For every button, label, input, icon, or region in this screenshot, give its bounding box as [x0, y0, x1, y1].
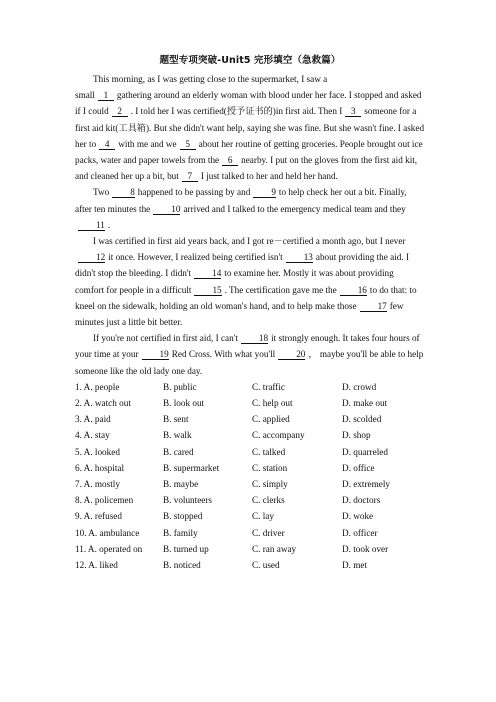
option-choice-c: C. used	[252, 560, 280, 571]
option-row	[75, 411, 425, 427]
option-row	[75, 460, 425, 476]
option-choice-d: D. met	[342, 560, 368, 571]
option-choice-b: B. cared	[163, 446, 194, 457]
option-choice-c: C. traffic	[252, 381, 285, 392]
option-choice-b: B. sent	[163, 414, 189, 425]
option-choice-d: D. took over	[342, 543, 389, 554]
passage-text: to examine her. Mostly it was about providing comfort for people in a difficult	[75, 268, 394, 295]
option-row	[75, 557, 425, 573]
passage-text: ， maybe you'll be able to help someone like the old lady one day.	[75, 349, 424, 376]
option-choice-d: D. woke	[342, 511, 374, 522]
passage-text: gathering around an elderly woman with blood under her face. I stopped and asked if I could	[75, 90, 422, 117]
cloze-blank: 18	[241, 333, 268, 344]
option-choice-a: 7. A. mostly	[75, 479, 120, 490]
option-choice-b: B. supermarket	[163, 462, 220, 473]
option-choice-a: 11. A. operated on	[75, 543, 143, 554]
option-choice-c: C. driver	[252, 527, 285, 538]
cloze-passage	[75, 71, 425, 379]
passage-text: with me and we	[118, 138, 177, 149]
passage-text: small	[75, 90, 95, 101]
option-choice-d: D. make out	[342, 398, 388, 409]
option-choice-b: B. volunteers	[163, 495, 212, 506]
option-choice-c: C. station	[252, 462, 288, 473]
passage-text: it strongly enough. It takes four hours of your time at your	[75, 333, 420, 360]
passage-text: to do that: to kneel on the sidewalk, holding an old woman's hand, and to help make those	[75, 284, 417, 311]
passage-text: happened to be passing by and	[137, 187, 251, 198]
option-choice-c: C. accompany	[252, 430, 305, 441]
cloze-blank: 8	[112, 187, 135, 198]
option-choice-b: B. look out	[163, 398, 205, 409]
cloze-blank: 4	[99, 139, 115, 150]
option-choice-c: C. simply	[252, 479, 288, 490]
passage-paragraph	[75, 233, 425, 330]
option-choice-a: 6. A. hospital	[75, 462, 125, 473]
option-choice-d: D. quarreled	[342, 446, 388, 457]
option-choice-a: 4. A. stay	[75, 430, 110, 441]
passage-text: about her routine of getting groceries. People brought out ice packs, water and paper towels from the	[75, 138, 423, 166]
option-choice-d: D. shop	[342, 430, 371, 441]
passage-paragraph	[75, 184, 425, 233]
option-choice-c: C. ran away	[252, 543, 297, 554]
option-row	[75, 508, 425, 524]
option-choice-c: C. help out	[252, 398, 293, 409]
option-row	[75, 541, 425, 557]
passage-text: .	[107, 219, 111, 230]
option-choice-b: B. stopped	[163, 511, 203, 522]
option-choice-c: C. clerks	[252, 495, 285, 506]
option-choice-c: C. talked	[252, 446, 286, 457]
passage-text: nearby. I put on the gloves from the first aid kit, and cleaned her up a bit, but	[75, 155, 418, 182]
cloze-blank: 9	[253, 187, 276, 198]
option-row	[75, 476, 425, 492]
cloze-blank: 10	[153, 204, 180, 215]
option-choice-b: B. public	[163, 381, 197, 392]
cloze-blank: 14	[194, 268, 221, 279]
option-choice-a: 10. A. ambulance	[75, 527, 140, 538]
option-choice-a: 1. A. people	[75, 381, 120, 392]
cloze-blank: 7	[182, 171, 198, 182]
option-choice-a: 3. A. paid	[75, 414, 111, 425]
option-choice-a: 8. A. policemen	[75, 495, 134, 506]
passage-text: few minutes just a little bit better.	[75, 300, 404, 328]
cloze-blank: 2	[112, 106, 128, 117]
option-choice-d: D. officer	[342, 527, 378, 538]
worksheet-page	[75, 52, 425, 573]
cloze-blank: 13	[286, 252, 313, 263]
passage-text: arrived and I talked to the emergency medical team and they	[183, 203, 406, 214]
cloze-blank: 19	[142, 349, 169, 360]
option-choice-a: 9. A. refused	[75, 511, 122, 522]
option-choice-d: D. office	[342, 462, 375, 473]
passage-text: it once. However, I realized being certified isn't	[108, 252, 283, 263]
option-choice-c: C. lay	[252, 511, 274, 522]
cloze-blank: 6	[222, 155, 238, 166]
option-choice-b: B. noticed	[163, 560, 201, 571]
passage-text: someone for a first aid kit(工具箱). But she didn't want help, saying she was fine. But she wasn't fine. I asked her to	[75, 106, 425, 149]
passage-text: . I told her I was certified(授予证书的)in first aid. Then I	[130, 106, 343, 117]
passage-paragraph	[75, 330, 425, 379]
option-row	[75, 492, 425, 508]
option-row	[75, 379, 425, 395]
passage-text: This morning, as I was getting close to the supermarket, I saw a	[93, 74, 328, 84]
option-choice-d: D. crowd	[342, 381, 377, 392]
passage-text: Red Cross. With what you'll	[171, 349, 276, 360]
option-row	[75, 427, 425, 443]
cloze-blank: 11	[78, 220, 105, 231]
passage-paragraph	[75, 87, 425, 184]
option-choice-d: D. scolded	[342, 414, 382, 425]
cloze-blank: 15	[194, 285, 221, 296]
answer-options	[75, 379, 425, 573]
cloze-blank: 20	[278, 349, 305, 360]
passage-text: . The certification gave me the	[224, 284, 337, 295]
passage-text: about providing the aid. I didn't stop the bleeding. I didn't	[75, 252, 410, 279]
option-choice-d: D. doctors	[342, 495, 381, 506]
cloze-blank: 12	[78, 252, 105, 263]
option-row	[75, 444, 425, 460]
cloze-blank: 5	[180, 139, 196, 150]
option-choice-a: 5. A. looked	[75, 446, 120, 457]
option-choice-b: B. family	[163, 527, 198, 538]
page-title: 题型专项突破-Unit5 完形填空（急救篇）	[159, 55, 341, 66]
option-choice-b: B. maybe	[163, 479, 199, 490]
option-row	[75, 395, 425, 411]
cloze-blank: 3	[345, 106, 361, 117]
passage-text: If you're not certified in first aid, I can't	[93, 333, 238, 344]
passage-text: to help check her out a bit. Finally, after ten minutes the	[75, 187, 407, 214]
passage-text: I just talked to her and held her hand.	[200, 171, 338, 182]
cloze-blank: 17	[360, 301, 387, 312]
option-choice-b: B. turned up	[163, 543, 209, 554]
option-row	[75, 525, 425, 541]
cloze-blank: 1	[98, 90, 114, 101]
passage-text: Two	[93, 187, 110, 198]
option-choice-a: 12. A. liked	[75, 560, 118, 571]
option-choice-c: C. applied	[252, 414, 290, 425]
option-choice-d: D. extremely	[342, 479, 390, 490]
passage-text: I was certified in first aid years back, and I got re－certified a month ago, but I never	[93, 236, 406, 247]
option-choice-b: B. walk	[163, 430, 192, 441]
passage-paragraph	[75, 71, 425, 87]
cloze-blank: 16	[340, 285, 367, 296]
option-choice-a: 2. A. watch out	[75, 398, 131, 409]
